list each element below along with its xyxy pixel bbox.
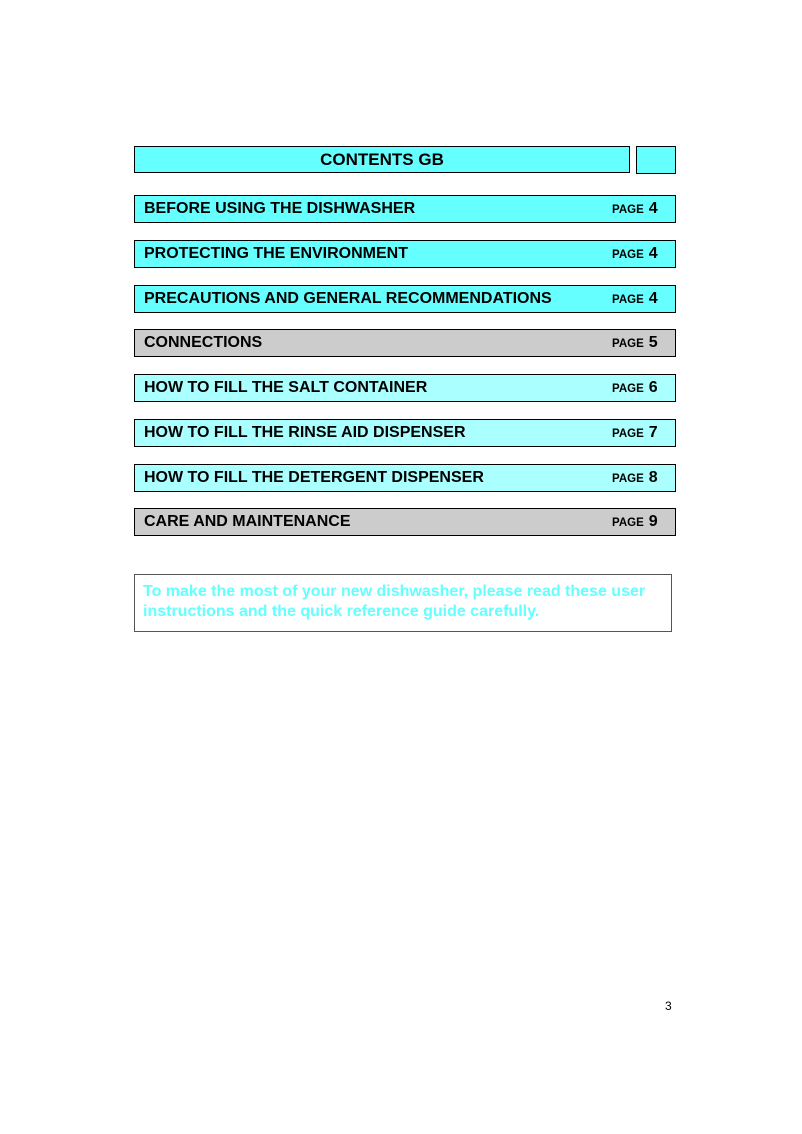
page-number-ref: 6 — [648, 379, 658, 396]
toc-item-rinse-aid[interactable] — [134, 419, 676, 447]
toc-item-page — [612, 245, 658, 263]
page-word: PAGE — [612, 383, 644, 395]
page-word: PAGE — [612, 294, 644, 306]
toc-item-label: HOW TO FILL THE DETERGENT DISPENSER — [144, 469, 484, 486]
page-word: PAGE — [612, 338, 644, 350]
toc-item-page — [612, 424, 658, 442]
toc-item-label: PRECAUTIONS AND GENERAL RECOMMENDATIONS — [144, 290, 552, 307]
toc-item-label: HOW TO FILL THE RINSE AID DISPENSER — [144, 424, 466, 441]
toc-item-connections[interactable] — [134, 329, 676, 357]
reading-note-text: To make the most of your new dishwasher, please read these user instructions and the quick reference guide carefully. — [143, 583, 646, 620]
toc-item-label: PROTECTING THE ENVIRONMENT — [144, 245, 409, 262]
toc-item-precautions[interactable] — [134, 285, 676, 313]
toc-item-label: CARE AND MAINTENANCE — [144, 513, 351, 530]
page-number: 3 — [665, 999, 672, 1013]
page-word: PAGE — [612, 517, 644, 529]
contents-title-text: CONTENTS GB — [320, 149, 444, 169]
page-number-ref: 8 — [648, 469, 658, 486]
toc-item-page — [612, 379, 658, 397]
toc-item-page — [612, 469, 658, 487]
title-side-box — [636, 146, 676, 174]
page-word: PAGE — [612, 428, 644, 440]
toc-item-detergent-dispenser[interactable] — [134, 464, 676, 492]
page-word: PAGE — [612, 204, 644, 216]
toc-item-label: HOW TO FILL THE SALT CONTAINER — [144, 379, 428, 396]
page-word: PAGE — [612, 473, 644, 485]
toc-item-page — [612, 290, 658, 308]
toc-item-before-using[interactable] — [134, 195, 676, 223]
toc-item-label: CONNECTIONS — [144, 334, 263, 351]
page-number-ref: 9 — [648, 513, 658, 530]
page-number-ref: 7 — [648, 424, 658, 441]
toc-item-page — [612, 334, 658, 352]
toc-item-care-maintenance[interactable] — [134, 508, 676, 536]
page-number-ref: 4 — [648, 245, 658, 262]
reading-note — [134, 574, 672, 632]
toc-item-salt-container[interactable] — [134, 374, 676, 402]
page-number-ref: 5 — [648, 334, 658, 351]
toc-item-page — [612, 513, 658, 531]
page-word: PAGE — [612, 249, 644, 261]
toc-item-label: BEFORE USING THE DISHWASHER — [144, 200, 416, 217]
page-number-ref: 4 — [648, 200, 658, 217]
page-number-ref: 4 — [648, 290, 658, 307]
toc-item-page — [612, 200, 658, 218]
toc-item-protecting-environment[interactable] — [134, 240, 676, 268]
contents-title — [134, 146, 630, 173]
